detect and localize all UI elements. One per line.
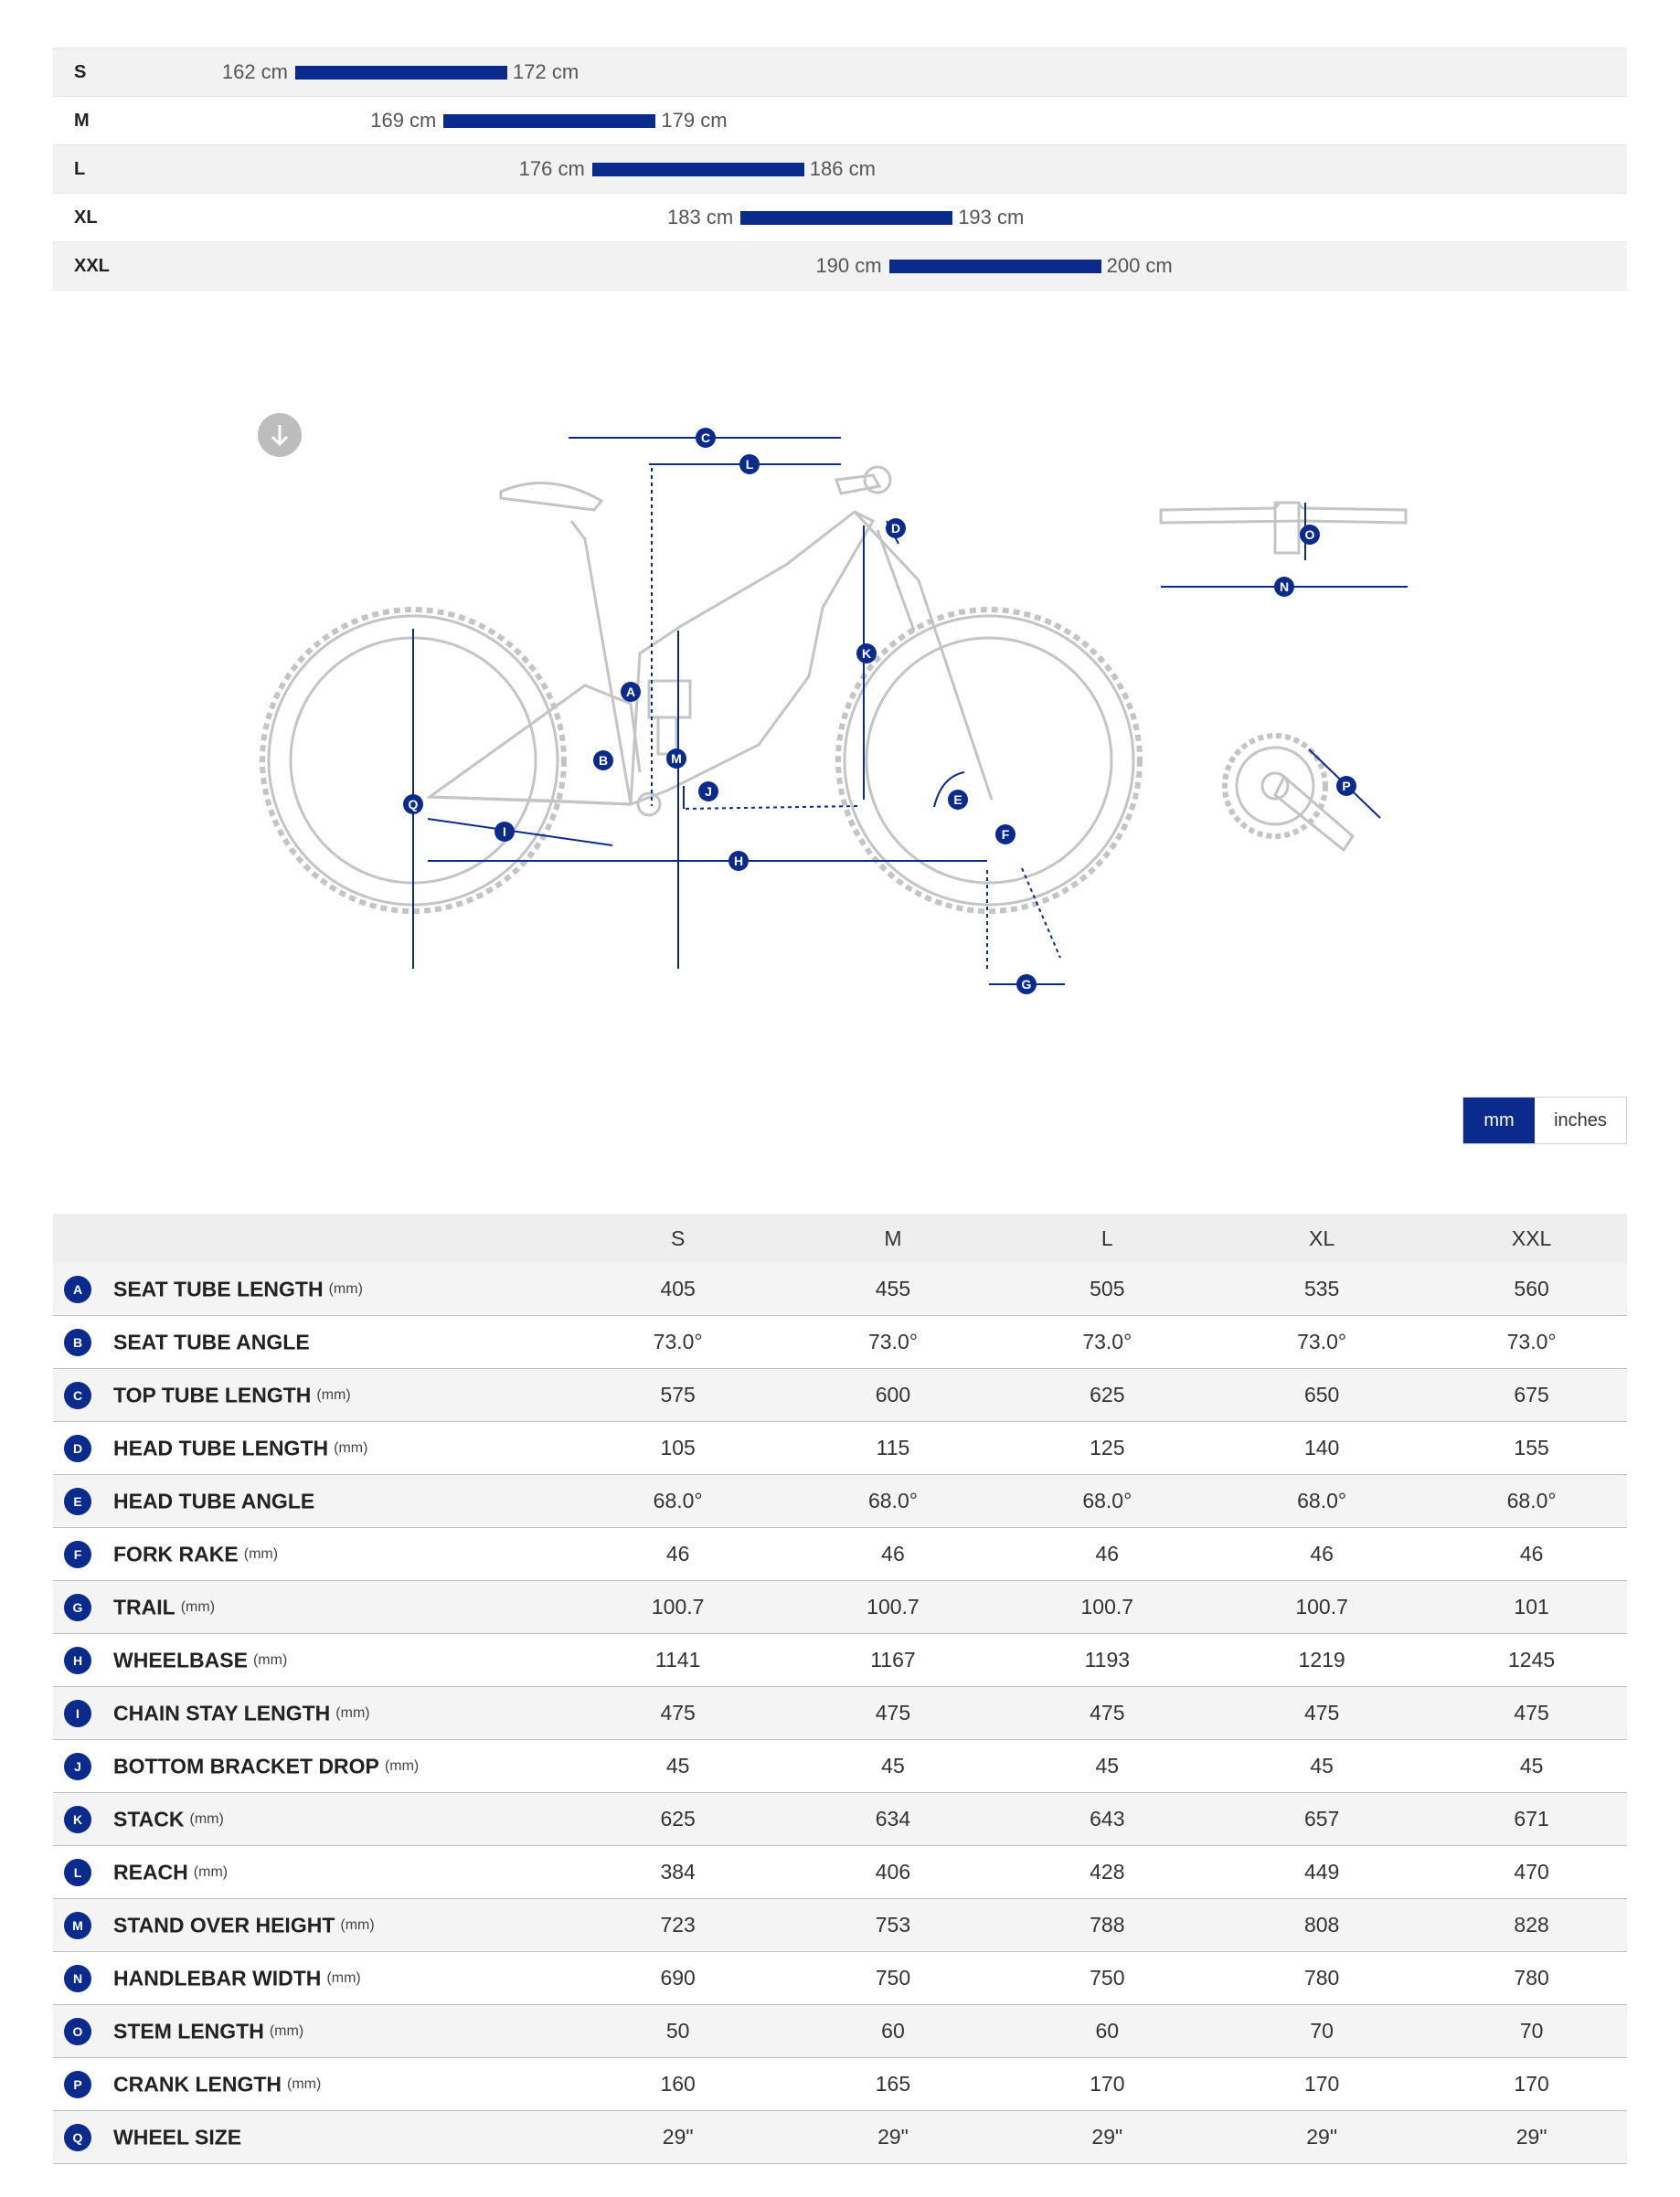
- value-cell-s: 73.0°: [577, 1316, 779, 1369]
- diagram-label-k: [856, 643, 877, 663]
- value-cell-s: 45: [577, 1740, 779, 1793]
- measurement-unit: (mm): [334, 1439, 368, 1456]
- height-range-bar: [889, 260, 1101, 273]
- measurement-name: HEAD TUBE ANGLE: [113, 1489, 315, 1512]
- value-cell-m: 68.0°: [779, 1475, 1006, 1528]
- measurement-name-cell: [53, 1740, 577, 1793]
- value-cell-l: 45: [1007, 1740, 1207, 1793]
- height-range-bar: [592, 163, 804, 176]
- value-cell-s: 690: [577, 1952, 779, 2005]
- measurement-name-cell: [53, 1316, 577, 1369]
- svg-text:Q: Q: [408, 797, 419, 812]
- value-cell-l: 643: [1007, 1793, 1207, 1846]
- measurement-letter-badge: E: [64, 1488, 91, 1515]
- measurement-letter-badge: I: [64, 1700, 91, 1727]
- table-row: [53, 1740, 1627, 1793]
- diagram-label-j: [698, 781, 718, 801]
- value-cell-m: 29": [779, 2111, 1006, 2164]
- value-cell-xl: 68.0°: [1207, 1475, 1436, 1528]
- table-row: [53, 1422, 1627, 1475]
- height-range-bar: [295, 66, 507, 80]
- value-cell-xxl: 560: [1436, 1263, 1627, 1316]
- height-range-bar: [740, 211, 952, 225]
- svg-text:A: A: [625, 685, 636, 699]
- rider-height-table: [53, 48, 1627, 291]
- height-row-m: [53, 97, 1627, 145]
- value-cell-xl: 475: [1207, 1687, 1436, 1740]
- table-row: [53, 2111, 1627, 2164]
- height-max-label: 193 cm: [958, 206, 1025, 228]
- value-cell-xl: 535: [1207, 1263, 1436, 1316]
- height-range-bar: [443, 114, 655, 128]
- svg-text:N: N: [1279, 579, 1290, 594]
- diagram-label-b: [593, 750, 613, 770]
- value-cell-l: 475: [1007, 1687, 1207, 1740]
- svg-text:M: M: [671, 751, 682, 766]
- svg-text:O: O: [1304, 527, 1315, 542]
- measurement-letter-badge: H: [64, 1647, 91, 1674]
- height-max-label: 179 cm: [661, 109, 728, 132]
- measurement-name-cell: [53, 1793, 577, 1846]
- value-cell-xxl: 29": [1436, 2111, 1627, 2164]
- value-cell-s: 46: [577, 1528, 779, 1581]
- svg-text:J: J: [705, 784, 712, 799]
- value-cell-xxl: 101: [1436, 1581, 1627, 1634]
- measurement-unit: (mm): [252, 1651, 288, 1668]
- diagram-label-n: [1274, 577, 1294, 597]
- measurement-name-cell: [53, 2005, 577, 2058]
- measurement-name-cell: [53, 1263, 577, 1316]
- value-cell-xl: 29": [1207, 2111, 1436, 2164]
- measurement-unit: (mm): [243, 1545, 279, 1562]
- value-cell-xxl: 45: [1436, 1740, 1627, 1793]
- table-row: [53, 2005, 1627, 2058]
- measurement-name: FORK RAKE: [113, 1542, 239, 1565]
- height-min-label: 190 cm: [815, 254, 882, 277]
- measurement-name: HANDLEBAR WIDTH: [113, 1966, 322, 1990]
- value-cell-m: 45: [779, 1740, 1006, 1793]
- value-cell-l: 750: [1007, 1952, 1207, 2005]
- svg-text:F: F: [1001, 827, 1010, 842]
- value-cell-l: 60: [1007, 2005, 1207, 2058]
- value-cell-l: 428: [1007, 1846, 1207, 1899]
- measurement-name-cell: [53, 1952, 577, 2005]
- value-cell-l: 788: [1007, 1899, 1207, 1952]
- measurement-name-cell: [53, 1422, 577, 1475]
- measurement-unit: (mm): [193, 1863, 229, 1880]
- unit-inches-button[interactable]: inches: [1535, 1098, 1626, 1143]
- measurement-letter-badge: J: [64, 1753, 91, 1780]
- value-cell-xl: 100.7: [1207, 1581, 1436, 1634]
- diagram-label-m: [666, 748, 686, 769]
- value-cell-m: 475: [779, 1687, 1006, 1740]
- measurement-name-cell: [53, 2058, 577, 2111]
- measurement-letter-badge: G: [64, 1594, 91, 1621]
- height-row-s: [53, 48, 1627, 97]
- measurement-name: SEAT TUBE ANGLE: [113, 1330, 310, 1353]
- measurement-unit: (mm): [287, 2075, 322, 2092]
- measurement-name-cell: [53, 1687, 577, 1740]
- measurement-name: CRANK LENGTH: [113, 2072, 282, 2096]
- height-min-label: 176 cm: [518, 157, 585, 180]
- value-cell-m: 753: [779, 1899, 1006, 1952]
- header-size-m: M: [779, 1214, 1006, 1263]
- value-cell-xl: 449: [1207, 1846, 1436, 1899]
- value-cell-xxl: 170: [1436, 2058, 1627, 2111]
- measurement-unit: (mm): [326, 1969, 361, 1986]
- height-min-label: 183 cm: [667, 206, 734, 228]
- table-row: [53, 1899, 1627, 1952]
- value-cell-xl: 73.0°: [1207, 1316, 1436, 1369]
- value-cell-s: 405: [577, 1263, 779, 1316]
- value-cell-s: 1141: [577, 1634, 779, 1687]
- value-cell-m: 165: [779, 2058, 1006, 2111]
- value-cell-s: 575: [577, 1369, 779, 1422]
- measurement-unit: (mm): [316, 1386, 351, 1403]
- value-cell-m: 634: [779, 1793, 1006, 1846]
- geometry-table: [53, 1214, 1627, 2164]
- height-row-l: [53, 145, 1627, 194]
- table-row: [53, 1634, 1627, 1687]
- geometry-diagram: [0, 384, 1680, 1042]
- unit-toggle: [1462, 1097, 1627, 1144]
- svg-text:B: B: [598, 753, 609, 768]
- measurement-unit: (mm): [335, 1704, 370, 1721]
- value-cell-l: 505: [1007, 1263, 1207, 1316]
- value-cell-m: 60: [779, 2005, 1006, 2058]
- handlebar-drawing: [1161, 503, 1406, 553]
- table-row: [53, 2058, 1627, 2111]
- height-max-label: 172 cm: [513, 60, 579, 83]
- crankset-drawing: [1225, 736, 1353, 850]
- measurement-name: STAND OVER HEIGHT: [113, 1913, 335, 1937]
- value-cell-xl: 780: [1207, 1952, 1436, 2005]
- diagram-label-c: [696, 428, 716, 448]
- svg-text:L: L: [745, 457, 754, 472]
- measurement-name-cell: [53, 1634, 577, 1687]
- svg-text:E: E: [953, 792, 962, 807]
- measurement-name: STEM LENGTH: [113, 2019, 264, 2043]
- svg-text:H: H: [733, 854, 744, 868]
- value-cell-xxl: 671: [1436, 1793, 1627, 1846]
- measurement-letter-badge: P: [64, 2071, 91, 2098]
- measurement-name: WHEEL SIZE: [113, 2125, 242, 2149]
- measurement-unit: (mm): [384, 1757, 420, 1774]
- diagram-label-l: [739, 454, 760, 474]
- value-cell-s: 723: [577, 1899, 779, 1952]
- measurement-name-cell: [53, 1475, 577, 1528]
- value-cell-l: 100.7: [1007, 1581, 1207, 1634]
- value-cell-l: 1193: [1007, 1634, 1207, 1687]
- header-measurement: [53, 1214, 577, 1263]
- measurement-letter-badge: L: [64, 1859, 91, 1886]
- value-cell-s: 160: [577, 2058, 779, 2111]
- value-cell-xxl: 675: [1436, 1369, 1627, 1422]
- measurement-name-cell: [53, 1369, 577, 1422]
- measurement-name-cell: [53, 1528, 577, 1581]
- value-cell-xl: 46: [1207, 1528, 1436, 1581]
- dimension-lines: [413, 438, 1408, 984]
- value-cell-m: 600: [779, 1369, 1006, 1422]
- svg-text:D: D: [890, 521, 901, 536]
- table-row: [53, 1528, 1627, 1581]
- diagram-label-e: [948, 790, 968, 810]
- height-row-size: XXL: [74, 256, 110, 276]
- diagram-label-i: [494, 822, 515, 842]
- measurement-name: CHAIN STAY LENGTH: [113, 1701, 331, 1725]
- measurement-name-cell: [53, 2111, 577, 2164]
- value-cell-xxl: 70: [1436, 2005, 1627, 2058]
- value-cell-m: 73.0°: [779, 1316, 1006, 1369]
- value-cell-xxl: 475: [1436, 1687, 1627, 1740]
- value-cell-s: 105: [577, 1422, 779, 1475]
- table-row: [53, 1263, 1627, 1316]
- value-cell-m: 1167: [779, 1634, 1006, 1687]
- measurement-letter-badge: A: [64, 1276, 91, 1303]
- table-row: [53, 1846, 1627, 1899]
- value-cell-xl: 45: [1207, 1740, 1436, 1793]
- header-size-xxl: XXL: [1436, 1214, 1627, 1263]
- measurement-unit: (mm): [189, 1810, 224, 1827]
- value-cell-m: 750: [779, 1952, 1006, 2005]
- measurement-name: TOP TUBE LENGTH: [113, 1383, 312, 1406]
- value-cell-l: 625: [1007, 1369, 1207, 1422]
- measurement-unit: (mm): [328, 1280, 363, 1297]
- value-cell-xl: 1219: [1207, 1634, 1436, 1687]
- height-min-label: 169 cm: [370, 109, 437, 132]
- diagram-label-a: [621, 682, 641, 702]
- measurement-letter-badge: Q: [64, 2124, 91, 2151]
- measurement-unit: (mm): [180, 1598, 216, 1615]
- header-size-s: S: [577, 1214, 779, 1263]
- value-cell-m: 100.7: [779, 1581, 1006, 1634]
- value-cell-s: 475: [577, 1687, 779, 1740]
- value-cell-s: 100.7: [577, 1581, 779, 1634]
- diagram-label-o: [1300, 525, 1320, 545]
- value-cell-xxl: 470: [1436, 1846, 1627, 1899]
- value-cell-xxl: 46: [1436, 1528, 1627, 1581]
- bike-geometry-drawing: [0, 384, 1680, 1042]
- measurement-letter-badge: B: [64, 1329, 91, 1356]
- measurement-name-cell: [53, 1899, 577, 1952]
- table-row: [53, 1475, 1627, 1528]
- height-row-size: L: [74, 159, 86, 179]
- measurement-letter-badge: C: [64, 1382, 91, 1409]
- header-size-xl: XL: [1207, 1214, 1436, 1263]
- value-cell-xxl: 828: [1436, 1899, 1627, 1952]
- height-max-label: 200 cm: [1106, 254, 1173, 277]
- value-cell-xl: 70: [1207, 2005, 1436, 2058]
- value-cell-xl: 657: [1207, 1793, 1436, 1846]
- table-row: [53, 1316, 1627, 1369]
- value-cell-s: 29": [577, 2111, 779, 2164]
- height-max-label: 186 cm: [809, 157, 876, 180]
- measurement-name: STACK: [113, 1807, 185, 1831]
- diagram-label-h: [728, 851, 749, 871]
- measurement-name-cell: [53, 1581, 577, 1634]
- table-row: [53, 1687, 1627, 1740]
- diagram-label-g: [1016, 974, 1037, 994]
- measurement-name: BOTTOM BRACKET DROP: [113, 1754, 379, 1778]
- value-cell-xxl: 155: [1436, 1422, 1627, 1475]
- value-cell-xl: 140: [1207, 1422, 1436, 1475]
- value-cell-s: 384: [577, 1846, 779, 1899]
- measurement-name: WHEELBASE: [113, 1648, 248, 1672]
- value-cell-xl: 170: [1207, 2058, 1436, 2111]
- measurement-letter-badge: K: [64, 1806, 91, 1833]
- measurement-name: REACH: [113, 1860, 188, 1884]
- value-cell-xxl: 73.0°: [1436, 1316, 1627, 1369]
- svg-text:P: P: [1342, 779, 1351, 793]
- value-cell-l: 29": [1007, 2111, 1207, 2164]
- value-cell-xxl: 1245: [1436, 1634, 1627, 1687]
- diagram-label-d: [886, 518, 906, 538]
- measurement-letter-badge: F: [64, 1541, 91, 1568]
- value-cell-m: 455: [779, 1263, 1006, 1316]
- measurement-name: HEAD TUBE LENGTH: [113, 1436, 329, 1459]
- table-row: [53, 1581, 1627, 1634]
- measurement-unit: (mm): [269, 2022, 304, 2039]
- height-min-label: 162 cm: [221, 60, 288, 83]
- svg-text:I: I: [503, 824, 506, 839]
- table-row: [53, 1952, 1627, 2005]
- table-row: [53, 1369, 1627, 1422]
- measurement-letter-badge: O: [64, 2018, 91, 2045]
- front-wheel: [838, 610, 1140, 911]
- measurement-name: SEAT TUBE LENGTH: [113, 1277, 324, 1300]
- geometry-table-header: [53, 1214, 1627, 1263]
- height-row-xxl: [53, 242, 1627, 291]
- value-cell-xl: 808: [1207, 1899, 1436, 1952]
- height-row-xl: [53, 194, 1627, 242]
- value-cell-xl: 650: [1207, 1369, 1436, 1422]
- diagram-label-p: [1336, 776, 1356, 796]
- unit-mm-button[interactable]: mm: [1463, 1098, 1535, 1143]
- value-cell-xxl: 68.0°: [1436, 1475, 1627, 1528]
- value-cell-l: 68.0°: [1007, 1475, 1207, 1528]
- svg-text:G: G: [1021, 977, 1032, 992]
- value-cell-s: 68.0°: [577, 1475, 779, 1528]
- value-cell-s: 625: [577, 1793, 779, 1846]
- measurement-name-cell: [53, 1846, 577, 1899]
- value-cell-l: 170: [1007, 2058, 1207, 2111]
- svg-text:C: C: [700, 430, 711, 445]
- svg-text:K: K: [861, 646, 872, 661]
- measurement-unit: (mm): [340, 1916, 375, 1933]
- value-cell-s: 50: [577, 2005, 779, 2058]
- measurement-name: TRAIL: [113, 1595, 175, 1619]
- value-cell-m: 406: [779, 1846, 1006, 1899]
- measurement-letter-badge: N: [64, 1965, 91, 1992]
- value-cell-m: 46: [779, 1528, 1006, 1581]
- measurement-letter-badge: D: [64, 1435, 91, 1462]
- value-cell-l: 125: [1007, 1422, 1207, 1475]
- value-cell-l: 46: [1007, 1528, 1207, 1581]
- height-row-size: M: [74, 111, 90, 131]
- header-size-l: L: [1007, 1214, 1207, 1263]
- value-cell-m: 115: [779, 1422, 1006, 1475]
- diagram-label-q: [403, 794, 423, 814]
- measurement-letter-badge: M: [64, 1912, 91, 1939]
- value-cell-l: 73.0°: [1007, 1316, 1207, 1369]
- height-row-size: XL: [74, 207, 98, 228]
- height-row-size: S: [74, 62, 87, 82]
- diagram-label-f: [995, 824, 1015, 844]
- value-cell-xxl: 780: [1436, 1952, 1627, 2005]
- table-row: [53, 1793, 1627, 1846]
